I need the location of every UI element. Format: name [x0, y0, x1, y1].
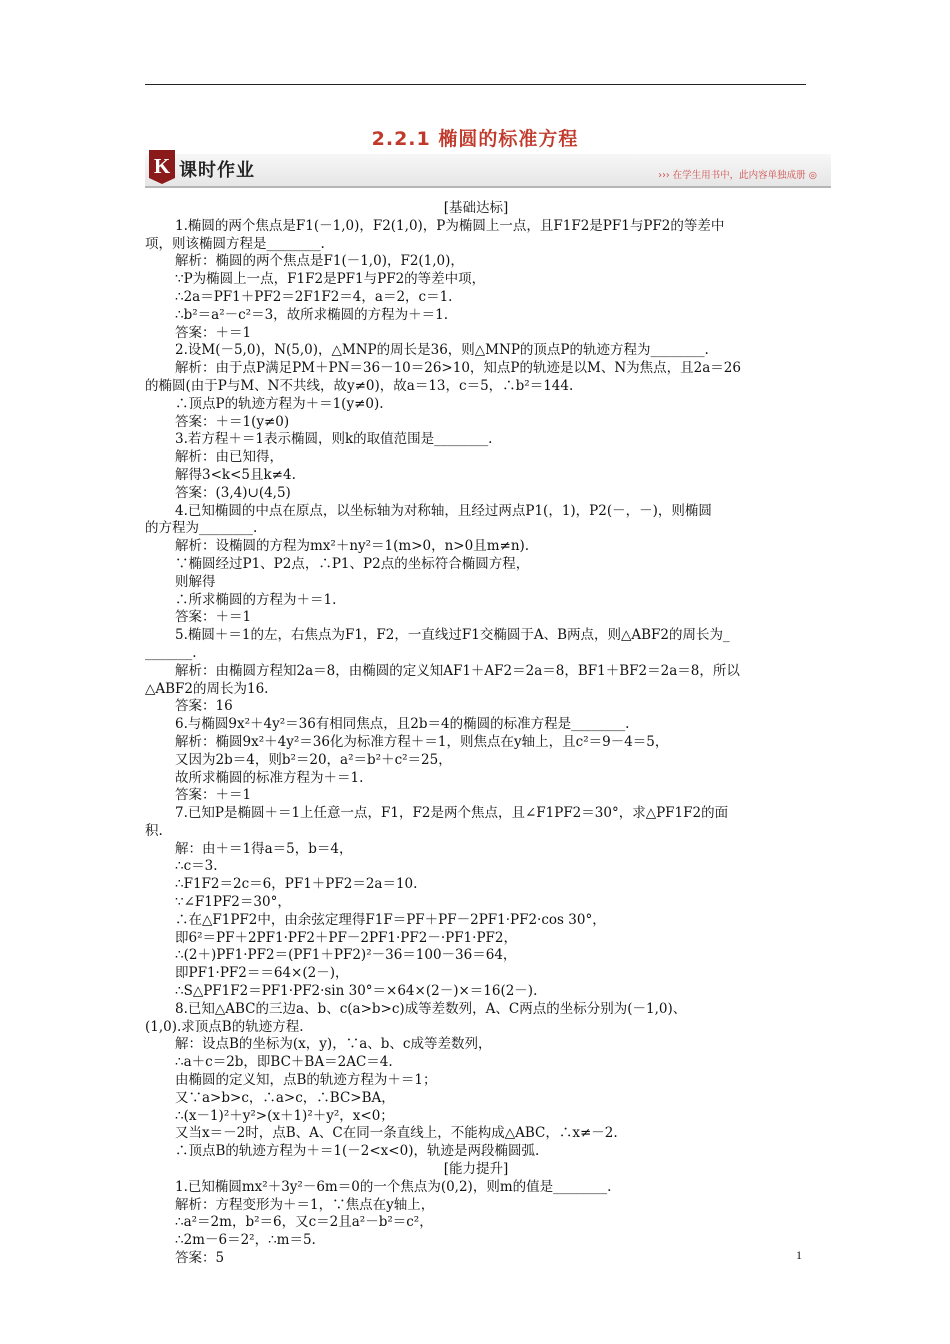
text-line: ∴顶点P的轨迹方程为＋＝1(y≠0).: [175, 395, 384, 412]
text-line: △ABF2的周长为16.: [145, 680, 269, 697]
text-line: 8.已知△ABC的三边a、b、c(a>b>c)成等差数列，A、C两点的坐标分别为(－1,0)、: [175, 1000, 687, 1017]
text-line: ∴a＋c＝2b，即BC＋BA＝2AC＝4.: [175, 1054, 393, 1071]
text-line: ∴S△PF1F2＝PF1·PF2·sin 30°＝×64×(2－)×＝16(2－).: [175, 983, 538, 1000]
text-line: ∴在△F1PF2中，由余弦定理得F1F＝PF＋PF－2PF1·PF2·cos 30°，: [175, 911, 606, 928]
text-line: 3.若方程＋＝1表示椭圆，则k的取值范围是________.: [175, 431, 493, 448]
text-line: 解析：椭圆9x²＋4y²＝36化为标准方程＋＝1，则焦点在y轴上，且c²＝9－4＝5，: [175, 733, 669, 750]
header-rule: [145, 84, 806, 85]
text-line: ∴a²＝2m，b²＝6，又c＝2且a²－b²＝c²，: [175, 1214, 433, 1231]
text-line: ∴c＝3.: [175, 858, 218, 875]
text-line: ∴2m－6＝2²，∴m＝5.: [175, 1232, 316, 1249]
text-line: 答案：＋＝1(y≠0): [175, 413, 290, 430]
text-line: 解析：方程变形为＋＝1，∵焦点在y轴上，: [175, 1196, 435, 1213]
text-line: 解：设点B的坐标为(x，y)，∵a、b、c成等差数列，: [175, 1036, 492, 1053]
document-body: [145, 200, 807, 1268]
text-line: ∵P为椭圆上一点，F1F2是PF1与PF2的等差中项，: [175, 271, 486, 288]
text-line: 的椭圆(由于P与M、N不共线，故y≠0)，故a＝13，c＝5，∴b²＝144.: [145, 377, 574, 394]
svg-text:K: K: [153, 154, 171, 178]
text-line: 1.已知椭圆mx²＋3y²－6m＝0的一个焦点为(0,2)，则m的值是________.: [175, 1178, 612, 1195]
k-logo-icon: [149, 150, 175, 184]
text-line: 解得3<k<5且k≠4.: [175, 466, 296, 483]
text-line: 则解得: [175, 573, 216, 590]
text-line: 解析：椭圆的两个焦点是F1(－1,0)，F2(1,0)，: [175, 253, 464, 270]
text-line: ∴b²＝a²－c²＝3，故所求椭圆的方程为＋＝1.: [175, 306, 449, 323]
text-line: 4.已知椭圆的中点在原点，以坐标轴为对称轴，且经过两点P1(，1)，P2(－，－)，则椭圆: [175, 502, 712, 519]
text-line: 答案：＋＝1: [175, 609, 252, 626]
text-line: 解析：由已知得，: [175, 449, 283, 466]
text-line: 又当x＝－2时，点B、A、C在同一条直线上，不能构成△ABC，∴x≠－2.: [175, 1125, 618, 1142]
text-line: [能力提升]: [443, 1161, 509, 1178]
text-line: 5.椭圆＋＝1的左，右焦点为F1，F2，一直线过F1交椭圆于A、B两点，则△ABF2的周长为_: [175, 627, 730, 644]
text-line: ∴顶点B的轨迹方程为＋＝1(－2<x<0)，轨迹是两段椭圆弧.: [175, 1143, 540, 1160]
text-line: 答案：16: [175, 698, 233, 715]
text-line: 项，则该椭圆方程是________.: [145, 235, 325, 252]
text-line: 6.与椭圆9x²＋4y²＝36有相同焦点，且2b＝4的椭圆的标准方程是________.: [175, 716, 630, 733]
banner-note: ››› 在学生用书中，此内容单独成册 ◎: [658, 170, 817, 181]
text-line: 即PF1·PF2＝＝64×(2－)，: [175, 965, 349, 982]
text-line: 即6²＝PF＋2PF1·PF2＋PF－2PF1·PF2－·PF1·PF2，: [175, 929, 517, 946]
page-title: 2.2.1 椭圆的标准方程: [371, 128, 579, 150]
text-line: 答案：＋＝1: [175, 787, 252, 804]
text-line: (1,0).求顶点B的轨迹方程.: [145, 1018, 304, 1035]
text-line: 又因为2b＝4，则b²＝20，a²＝b²＋c²＝25，: [175, 751, 452, 768]
page-number: 1: [796, 1248, 802, 1262]
text-line: ∴(x－1)²＋y²>(x＋1)²＋y²，x<0；: [175, 1107, 394, 1124]
text-line: [基础达标]: [443, 200, 509, 216]
text-line: _______.: [145, 644, 197, 661]
text-line: ∵椭圆经过P1、P2点，∴P1、P2点的坐标符合椭圆方程，: [175, 555, 530, 572]
text-line: 2.设M(－5,0)，N(5,0)，△MNP的周长是36，则△MNP的顶点P的轨迹方程为________.: [175, 342, 709, 359]
text-line: 解：由＋＝1得a＝5，b＝4，: [175, 840, 353, 857]
banner-label: 课时作业: [179, 160, 255, 181]
text-line: 解析：由椭圆方程知2a＝8，由椭圆的定义知AF1＋AF2＝2a＝8，BF1＋BF2＝2a＝8，所以: [175, 662, 740, 679]
text-line: 由椭圆的定义知，点B的轨迹方程为＋＝1；: [175, 1072, 437, 1089]
text-line: ∴所求椭圆的方程为＋＝1.: [175, 591, 337, 608]
text-line: 又∵a>b>c，∴a>c，∴BC>BA，: [175, 1089, 395, 1106]
text-line: 1.椭圆的两个焦点是F1(－1,0)，F2(1,0)，P为椭圆上一点，且F1F2是PF1与PF2的等差中: [175, 217, 725, 234]
text-line: 积.: [145, 822, 163, 839]
text-line: 7.已知P是椭圆＋＝1上任意一点，F1，F2是两个焦点，且∠F1PF2＝30°，求△PF1F2的面: [175, 805, 729, 822]
text-line: 答案：5: [175, 1250, 225, 1267]
text-line: 的方程为________.: [145, 520, 258, 537]
text-line: ∵∠F1PF2＝30°，: [175, 894, 291, 911]
text-line: 解析：由于点P满足PM＋PN＝36－10＝26>10，知点P的轨迹是以M、N为焦点，且2a＝26: [175, 360, 741, 377]
text-line: ∴F1F2＝2c＝6，PF1＋PF2＝2a＝10.: [175, 876, 418, 893]
text-line: ∴2a＝PF1＋PF2＝2F1F2＝4，a＝2，c＝1.: [175, 288, 453, 305]
text-line: 答案：＋＝1: [175, 324, 252, 341]
text-line: ∴(2＋)PF1·PF2＝(PF1＋PF2)²－36＝100－36＝64，: [175, 947, 517, 964]
homework-banner: [145, 150, 831, 186]
text-line: 故所求椭圆的标准方程为＋＝1.: [175, 769, 364, 786]
text-line: 解析：设椭圆的方程为mx²＋ny²＝1(m>0，n>0且m≠n).: [175, 538, 530, 555]
text-line: 答案：(3,4)∪(4,5): [175, 484, 291, 501]
